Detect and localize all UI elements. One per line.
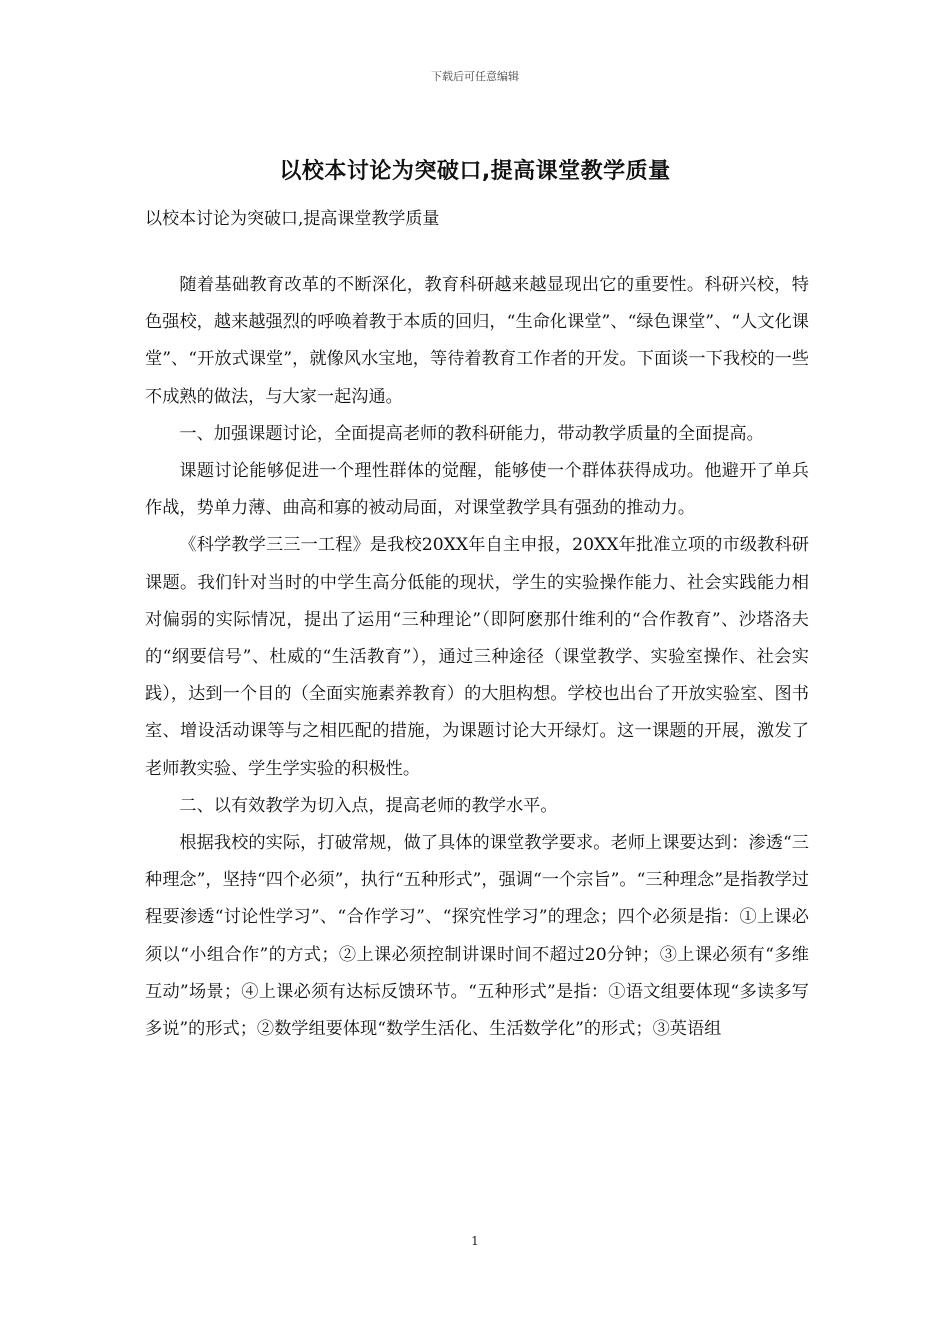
paragraph: 课题讨论能够促进一个理性群体的觉醒，能够使一个群体获得成功。他避开了单兵作战，势单力薄、曲高和寡的被动局面，对课堂教学具有强劲的推动力。 [145, 461, 809, 519]
document-body [145, 267, 809, 1048]
document-subtitle: 以校本讨论为突破口,提高课堂教学质量 [145, 209, 440, 229]
document-title: 以校本讨论为突破口,提高课堂教学质量 [279, 159, 671, 184]
page-number: 1 [471, 1234, 479, 1248]
paragraph: 根据我校的实际，打破常规，做了具体的课堂教学要求。老师上课要达到：渗透“三种理念”，坚持“四个必须”，执行“五种形式”，强调“一个宗旨”。“三种理念”是指教学过程要渗透“讨论性学习”、“合作学习”、“探究性学习”的理念；四个必须是指：①上课必须以“小组合作”的方式；②上课必须控制讲课时间不超过20分钟；③上课必须有“多维互动”场景；④上课必须有达标反馈环节。“五种形式”是指：①语文组要体现“多读多写多说”的形式；②数学组要体现“数学生活化、生活数学化”的形式；③英语组 [145, 833, 809, 1040]
header-note: 下载后可任意编辑 [431, 70, 519, 83]
paragraph: 随着基础教育改革的不断深化，教育科研越来越显现出它的重要性。科研兴校，特色强校，越来越强烈的呼唤着教于本质的回归，“生命化课堂”、“绿色课堂”、“人文化课堂”、“开放式课堂”，就像风水宝地，等待着教育工作者的开发。下面谈一下我校的一些不成熟的做法，与大家一起沟通。 [145, 275, 809, 407]
section-heading: 一、加强课题讨论，全面提高老师的教科研能力，带动教学质量的全面提高。 [179, 423, 764, 444]
section-heading: 二、以有效教学为切入点，提高老师的教学水平。 [179, 795, 558, 816]
paragraph: 《科学教学三三一工程》是我校20XX年自主申报，20XX年批准立项的市级教科研课题。我们针对当时的中学生高分低能的现状，学生的实验操作能力、社会实践能力相对偏弱的实际情况，提出了运用“三种理论”（即阿麽那什维利的“合作教育”、沙塔洛夫的“纲要信号”、杜威的“生活教育”），通过三种途径（课堂教学、实验室操作、社会实践），达到一个目的（全面实施素养教育）的大胆构想。学校也出台了开放实验室、图书室、增设活动课等与之相匹配的措施，为课题讨论大开绿灯。这一课题的开展，激发了老师教实验、学生学实验的积极性。 [145, 535, 809, 779]
